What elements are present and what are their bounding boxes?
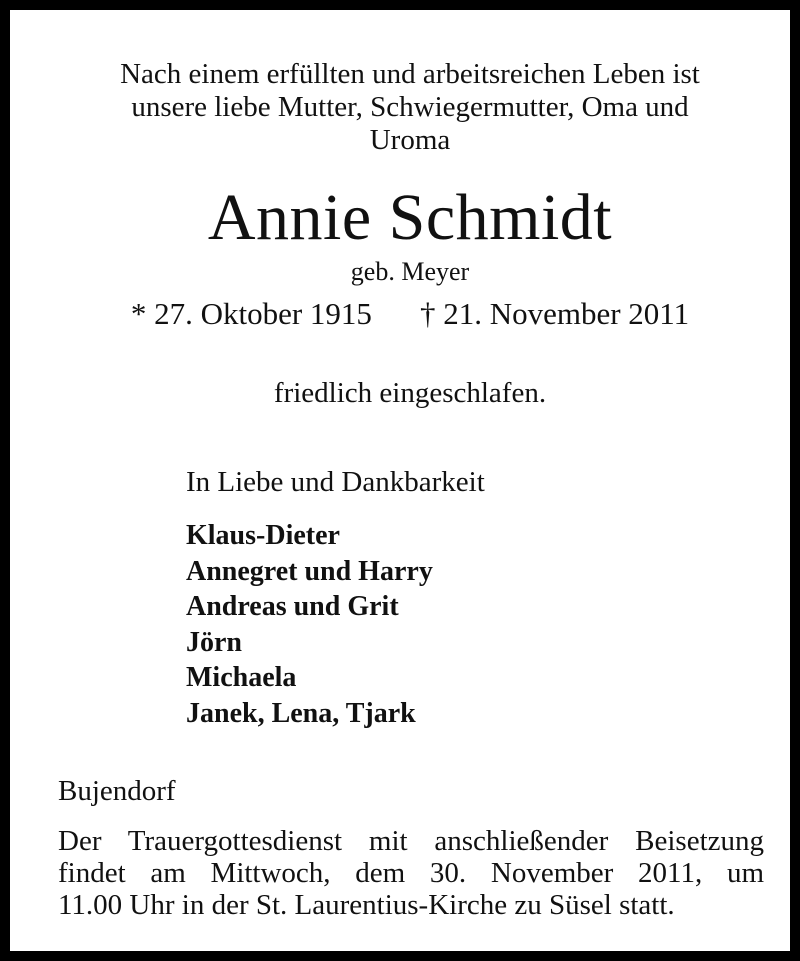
mourner-name: Janek, Lena, Tjark [186, 697, 416, 729]
life-dates [70, 296, 750, 332]
intro-line: Uroma [369, 124, 451, 156]
mourner-name: Andreas und Grit [186, 591, 399, 622]
service-line: 11.00 Uhr in der St. Laurentius-Kirche zu Süsel statt. [58, 889, 675, 921]
mourner-name: Jörn [186, 626, 242, 658]
service-line: findet am Mittwoch, dem 30. November 2011, um [58, 857, 764, 889]
intro-line: unsere liebe Mutter, Schwiegermutter, Oma und [131, 91, 689, 123]
gratitude-text: In Liebe und Dankbarkeit [186, 466, 485, 498]
funeral-service-info [58, 825, 764, 921]
deceased-name: Annie Schmidt [207, 181, 613, 254]
birth-name: geb. Meyer [350, 257, 470, 286]
place-name: Bujendorf [58, 775, 176, 807]
death-date: † 21. November 2011 [419, 296, 690, 331]
birth-date: * 27. Oktober 1915 [130, 296, 372, 331]
service-line: Der Trauergottesdienst mit anschließender Beisetzung [58, 825, 764, 857]
intro-text [70, 58, 750, 157]
peace-text: friedlich eingeschlafen. [273, 377, 547, 409]
intro-line: Nach einem erfüllten und arbeitsreichen Leben ist [120, 58, 700, 90]
mourner-name: Michaela [186, 662, 297, 693]
mourner-name: Klaus-Dieter [186, 520, 340, 551]
mourners-list [186, 518, 433, 731]
mourner-name: Annegret und Harry [186, 555, 433, 587]
